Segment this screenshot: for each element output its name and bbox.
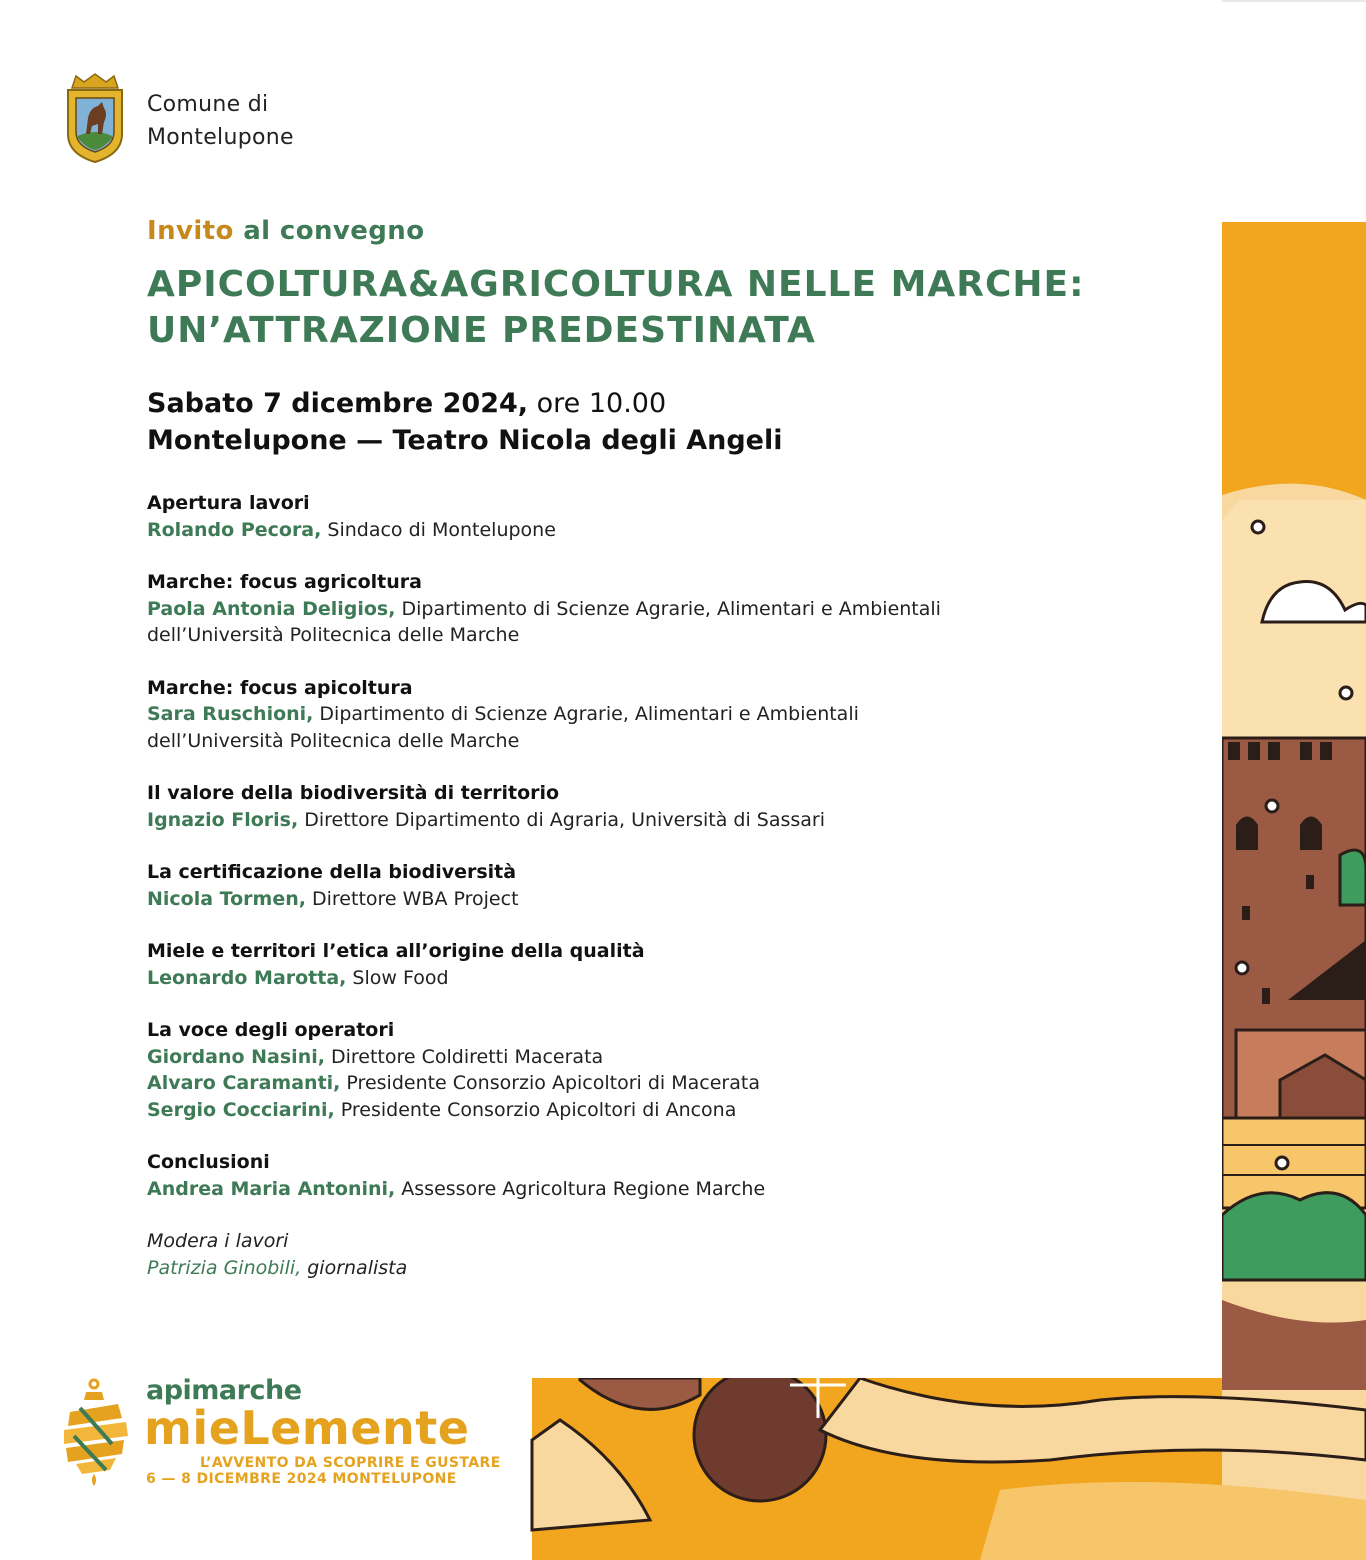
speaker	[147, 517, 1147, 544]
invite-accent: Invito	[147, 216, 234, 246]
brand-mielemente: mieLemente	[144, 1401, 470, 1455]
moderator-role: giornalista	[301, 1256, 408, 1279]
speaker-name: Andrea Maria Antonini,	[147, 1177, 396, 1200]
section-title: La certificazione della biodiversità	[147, 861, 517, 883]
speaker	[147, 965, 1147, 992]
speaker	[147, 701, 1147, 728]
speaker-role: Direttore Coldiretti Macerata	[324, 1045, 604, 1068]
program-section	[147, 675, 1147, 755]
speaker-role: Sindaco di Montelupone	[321, 518, 556, 541]
event-title	[147, 262, 1085, 354]
program-section	[147, 490, 1147, 543]
section-title: Conclusioni	[147, 1151, 270, 1173]
section-title: Marche: focus agricoltura	[147, 571, 422, 593]
event-time: ore 10.00	[528, 388, 667, 419]
event-date	[147, 386, 666, 422]
brand-tagline: L’AVVENTO DA SCOPRIRE E GUSTARE	[200, 1455, 501, 1471]
speaker	[147, 1176, 1147, 1203]
speaker-name: Sergio Cocciarini,	[147, 1098, 335, 1121]
speaker-name: Ignazio Floris,	[147, 808, 299, 831]
speaker	[147, 886, 1147, 913]
section-title: Marche: focus apicoltura	[147, 676, 413, 699]
program-section	[147, 1017, 1147, 1123]
moderator-section	[147, 1228, 1147, 1281]
speaker	[147, 1044, 1147, 1071]
speaker-role: Assessore Agricoltura Regione Marche	[395, 1177, 766, 1200]
comune-line1: Comune di	[147, 92, 269, 117]
moderator-title: Modera i lavori	[147, 1230, 289, 1252]
speaker	[147, 807, 1147, 834]
speaker-name: Paola Antonia Deligios,	[147, 597, 396, 620]
brand-dates: 6 — 8 DICEMBRE 2024 MONTELUPONE	[146, 1471, 457, 1487]
section-title: La voce degli operatori	[147, 1019, 395, 1041]
speaker-name: Sara Ruschioni,	[147, 703, 314, 725]
event-venue: Montelupone — Teatro Nicola degli Angeli	[147, 425, 783, 456]
program-section	[147, 859, 1147, 912]
section-title: Apertura lavori	[147, 492, 310, 514]
program-section	[147, 938, 1147, 991]
brand-apimarche: apimarche	[146, 1375, 302, 1406]
speaker-name: Nicola Tormen,	[147, 887, 306, 910]
speaker-role: Slow Food	[346, 966, 449, 989]
comune-crest-icon	[64, 72, 126, 164]
title-line2: UN’ATTRAZIONE PREDESTINATA	[147, 310, 816, 351]
speaker-role: Direttore Dipartimento di Agraria, Università di Sassari	[298, 808, 826, 831]
speaker-role: Presidente Consorzio Apicoltori di Macerata	[340, 1072, 760, 1094]
comune-name	[147, 88, 294, 154]
speaker-role: Direttore WBA Project	[305, 887, 519, 910]
speaker-role: Presidente Consorzio Apicoltori di Ancona	[334, 1098, 737, 1121]
invite-heading	[147, 216, 424, 246]
program	[147, 490, 1147, 1307]
section-title: Il valore della biodiversità di territorio	[147, 782, 560, 804]
event-date-day: Sabato 7 dicembre 2024,	[147, 388, 529, 419]
speaker	[147, 1097, 1147, 1124]
speaker-name: Giordano Nasini,	[147, 1045, 325, 1068]
speaker	[147, 1070, 1147, 1097]
speaker-name: Rolando Pecora,	[147, 518, 322, 541]
invite-rest: al convegno	[233, 216, 425, 246]
speaker-name: Alvaro Caramanti,	[147, 1072, 341, 1094]
title-line1: APICOLTURA&AGRICOLTURA NELLE MARCHE:	[147, 264, 1085, 305]
speaker-role-cont: dell’Università Politecnica delle Marche	[147, 624, 520, 646]
comune-line2: Montelupone	[147, 125, 294, 150]
section-title: Miele e territori l’etica all’origine della qualità	[147, 940, 645, 962]
speaker	[147, 596, 1147, 623]
moderator	[147, 1255, 1147, 1282]
speaker-name: Leonardo Marotta,	[147, 966, 347, 989]
honey-dipper-icon	[60, 1378, 132, 1488]
program-section	[147, 780, 1147, 833]
speaker-role-cont: dell’Università Politecnica delle Marche	[147, 729, 520, 752]
moderator-name: Patrizia Ginobili,	[147, 1256, 302, 1279]
speaker-role: Dipartimento di Scienze Agrarie, Alimentari e Ambientali	[313, 703, 859, 725]
program-section	[147, 569, 1147, 649]
speaker-role: Dipartimento di Scienze Agrarie, Alimentari e Ambientali	[395, 597, 941, 620]
program-section	[147, 1149, 1147, 1202]
